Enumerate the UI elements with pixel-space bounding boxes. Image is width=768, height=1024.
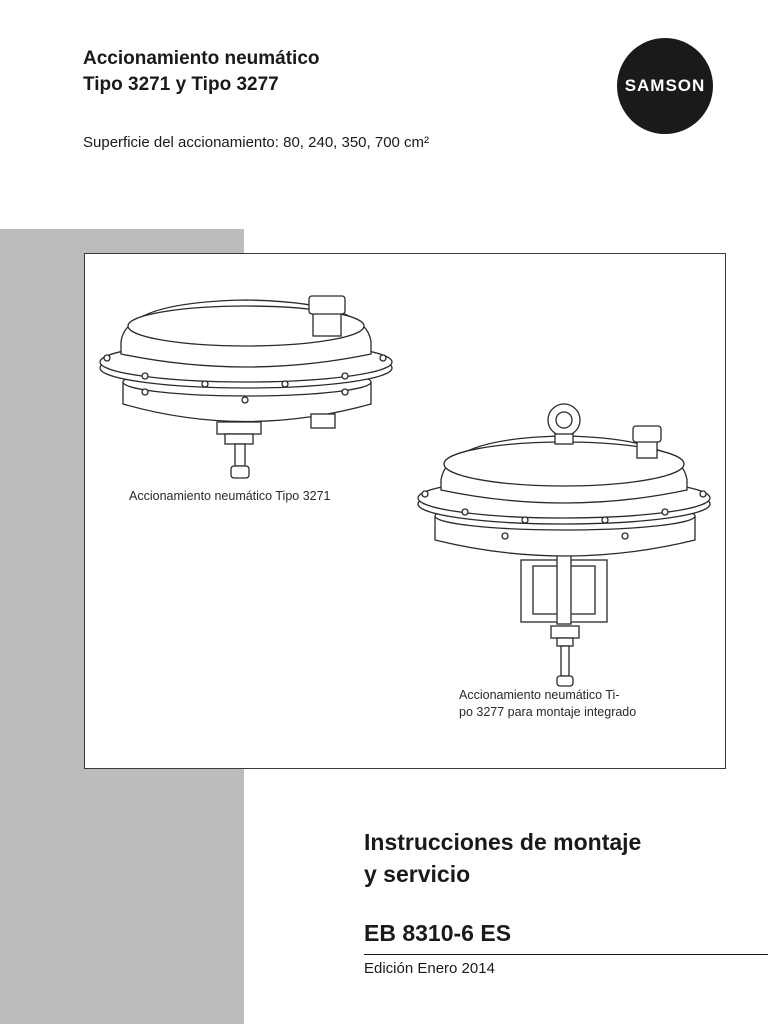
caption-3277-line-1: Accionamiento neumático Ti- xyxy=(459,688,620,702)
heading-line-2: y servicio xyxy=(364,861,471,887)
caption-type-3277 xyxy=(459,687,636,721)
actuator-3271-drawing xyxy=(100,296,392,478)
actuator-3277-drawing xyxy=(418,404,710,686)
caption-3277-line-2: po 3277 para montaje integrado xyxy=(459,705,637,719)
caption-type-3271: Accionamiento neumático Tipo 3271 xyxy=(129,489,331,503)
heading-line-1: Instrucciones de montaje xyxy=(364,829,642,855)
instructions-heading xyxy=(364,826,641,890)
horizontal-rule xyxy=(364,954,768,955)
actuator-area-subtitle: Superficie del accionamiento: 80, 240, 350, 700 cm² xyxy=(83,134,430,151)
samson-logo xyxy=(617,38,713,134)
actuator-figure-frame xyxy=(84,253,726,769)
title-line-2: Tipo 3271 y Tipo 3277 xyxy=(83,74,279,95)
title-line-1: Accionamiento neumático xyxy=(83,48,320,69)
document-number: EB 8310-6 ES xyxy=(364,920,512,946)
logo-text: SAMSON xyxy=(624,76,706,95)
document-title xyxy=(83,46,320,98)
edition-date: Edición Enero 2014 xyxy=(364,960,495,977)
